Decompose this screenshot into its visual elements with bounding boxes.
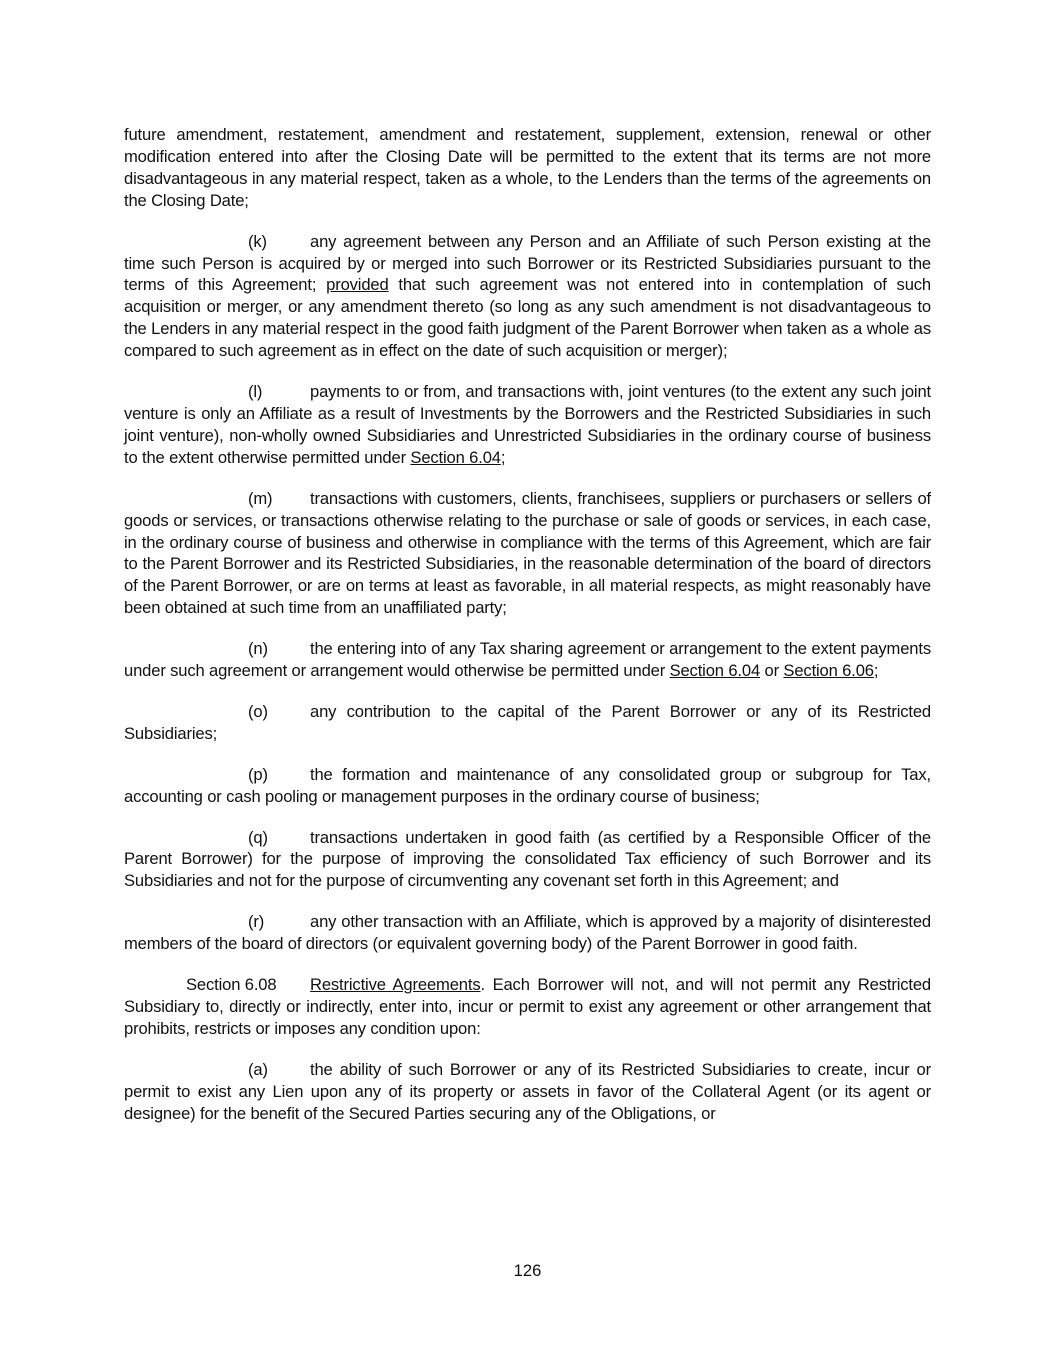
clause-p [124,764,931,808]
document-body [124,124,931,1144]
section-reference: Section 6.06 [783,661,874,681]
section-title: Restrictive Agreements [310,975,481,995]
clause-label: (l) [248,382,263,402]
clause-r [124,911,931,955]
clause-k [124,231,931,362]
clause-o [124,701,931,745]
paragraph-j-continued [124,124,931,212]
clause-n [124,638,931,682]
clause-text: ; [873,661,879,681]
clause-label: (p) [248,764,268,784]
clause-label: (n) [248,639,268,659]
clause-text: any contribution to the capital of the Parent Borrower or any of its Restricted Subsidiaries; [124,701,931,743]
clause-text: that such agreement was not entered into in contemplation of such acquisition or merger, or any amendment thereto (so long as any such amendment is not disadvantageous to the Lenders in any material respect in the good faith judgment of the Parent Borrower when taken as a whole as compared to such agreement as in effect on the date of such acquisition or merger); [124,275,932,361]
clause-text: transactions with customers, clients, franchisees, suppliers or purchasers or sellers of goods or services, or transactions otherwise relating to the purchase or sale of goods or services, in each case, in the ordinary course of business and otherwise in compliance with the terms of this Agreement, which are fair to the Parent Borrower and its Restricted Subsidiaries, in the reasonable determination of the board of directors of the Parent Borrower, or are on terms at least as favorable, in all material respects, as might reasonably have been obtained at such time from an unaffiliated party; [124,488,931,618]
clause-a [124,1059,931,1125]
section-text: . Each Borrower will not, and will not permit any Restricted Subsidiary to, directly or indirectly, enter into, incur or permit to exist any agreement or other arrangement that prohibits, restricts or imposes any condition upon: [124,975,932,1038]
clause-text: ; [500,447,506,467]
section-reference: Section 6.04 [669,661,761,681]
clause-q [124,827,931,893]
clause-label: (o) [248,701,268,721]
section-reference: Section 6.04 [410,447,501,467]
clause-label: (a) [248,1059,268,1079]
clause-l [124,381,931,469]
clause-text: any other transaction with an Affiliate, which is approved by a majority of disinterested members of the board of directors (or equivalent governing body) of the Parent Borrower in good faith. [124,912,931,954]
clause-label: (r) [248,912,265,932]
clause-text: any agreement between any Person and an Affiliate of such Person existing at the time such Person is acquired by or merged into such Borrower or its Restricted Subsidiaries pursuant to the terms of this Agreement; [124,231,931,295]
clause-text: the formation and maintenance of any consolidated group or subgroup for Tax, accounting or cash pooling or management purposes in the ordinary course of business; [124,764,931,806]
clause-text: the entering into of any Tax sharing agreement or arrangement to the extent payments under such agreement or arrangement would otherwise be permitted under [124,639,931,681]
section-number: Section 6.08 [186,975,277,995]
clause-label: (m) [248,488,273,508]
clause-text: the ability of such Borrower or any of its Restricted Subsidiaries to create, incur or permit to exist any Lien upon any of its property or assets in favor of the Collateral Agent (or its agent or designee) for the benefit of the Secured Parties securing any of the Obligations, or [124,1059,931,1123]
clause-text: or [760,661,784,681]
page-number: 126 [513,1261,542,1280]
clause-text: payments to or from, and transactions with, joint ventures (to the extent any such joint venture is only an Affiliate as a result of Investments by the Borrowers and the Restricted Subsidiaries in such joint venture), non-wholly owned Subsidiaries and Unrestricted Subsidiaries in the ordinary course of business to the extent otherwise permitted under [124,382,931,467]
clause-m [124,488,931,619]
provided-term: provided [326,275,389,295]
clause-label: (q) [248,827,268,847]
clause-text: transactions undertaken in good faith (as certified by a Responsible Officer of the Parent Borrower) for the purpose of improving the consolidated Tax efficiency of such Borrower and its Subsidiaries and not for the purpose of circumventing any covenant set forth in this Agreement; and [124,827,931,891]
paragraph-text: future amendment, restatement, amendment and restatement, supplement, extension, renewal or other modification entered into after the Closing Date will be permitted to the extent that its terms are not more disadvantageous in any material respect, taken as a whole, to the Lenders than the terms of the agreements on the Closing Date; [124,125,931,210]
section-6-08 [124,974,931,1040]
clause-label: (k) [248,231,267,251]
